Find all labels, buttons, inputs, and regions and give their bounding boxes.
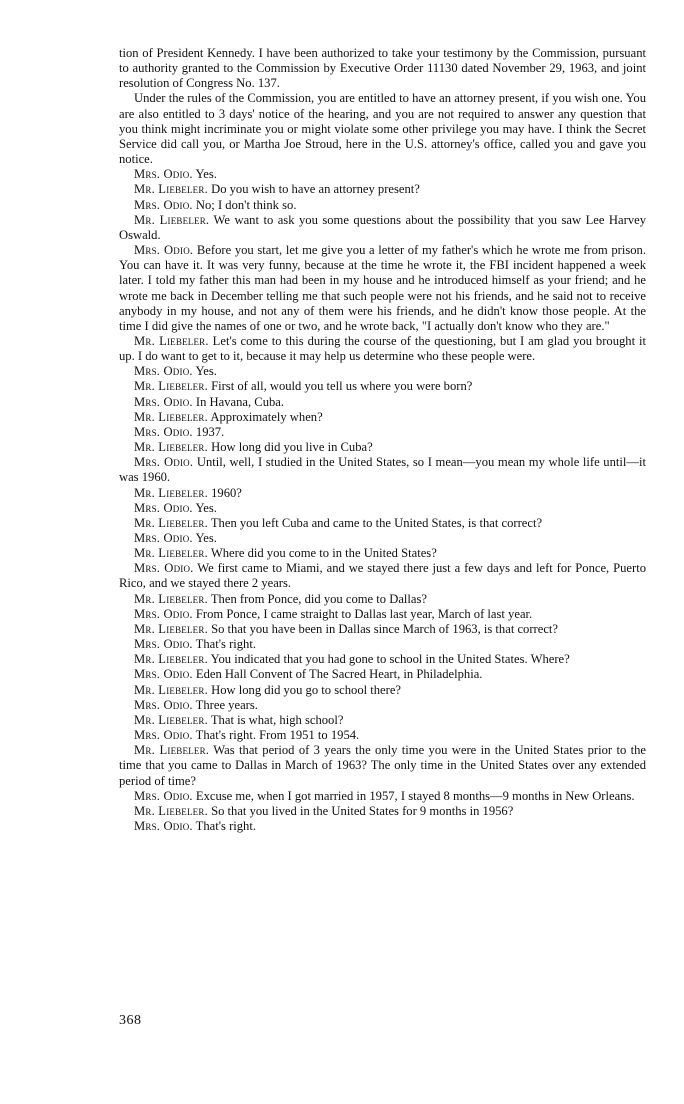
paragraph bbox=[119, 789, 646, 804]
speaker-name: Mrs. Odio. bbox=[134, 697, 193, 712]
paragraph-text: Three years. bbox=[195, 697, 258, 712]
paragraph bbox=[119, 667, 646, 682]
speaker-name: Mr. Liebeler. bbox=[134, 712, 208, 727]
paragraph bbox=[119, 455, 646, 485]
paragraph-text: Then you left Cuba and came to the United States, is that correct? bbox=[210, 515, 543, 530]
paragraph bbox=[119, 395, 646, 410]
paragraph-text: Where did you come to in the United States? bbox=[210, 546, 437, 561]
paragraph-text: From Ponce, I came straight to Dallas last year, March of last year. bbox=[195, 606, 533, 621]
paragraph bbox=[119, 652, 646, 667]
paragraph bbox=[119, 592, 646, 607]
paragraph-text: Until, well, I studied in the United States, so I mean—you mean my whole life until—it was 1960. bbox=[119, 455, 646, 485]
paragraph bbox=[119, 819, 646, 834]
paragraph-text: Then from Ponce, did you come to Dallas? bbox=[210, 591, 427, 606]
paragraph bbox=[119, 91, 646, 167]
paragraph-text: 1937. bbox=[195, 424, 225, 439]
paragraph-text: That is what, high school? bbox=[210, 712, 344, 727]
paragraph bbox=[119, 546, 646, 561]
testimony-text bbox=[119, 46, 646, 834]
paragraph-text: You indicated that you had gone to school in the United States. Where? bbox=[210, 652, 570, 667]
speaker-name: Mrs. Odio. bbox=[134, 167, 193, 182]
paragraph bbox=[119, 243, 646, 334]
paragraph-text: That's right. From 1951 to 1954. bbox=[195, 728, 360, 743]
paragraph-text: 1960? bbox=[211, 485, 242, 500]
paragraph-text: Approximately when? bbox=[210, 409, 323, 424]
paragraph bbox=[119, 46, 646, 91]
paragraph bbox=[119, 637, 646, 652]
paragraph-text: No; I don't think so. bbox=[195, 197, 297, 212]
page-number: 368 bbox=[119, 1013, 142, 1028]
paragraph bbox=[119, 213, 646, 243]
paragraph-text: Yes. bbox=[195, 531, 217, 545]
speaker-name: Mrs. Odio. bbox=[134, 667, 193, 682]
speaker-name: Mr. Liebeler. bbox=[134, 621, 208, 636]
speaker-name: Mr. Liebeler. bbox=[134, 485, 208, 500]
speaker-name: Mr. Liebeler. bbox=[134, 409, 208, 424]
paragraph-text: Was that period of 3 years the only time you were in the United States prior to the time that you came to Dallas in March of 1963? The only time in the United States over any extended period of time? bbox=[119, 743, 647, 788]
speaker-name: Mr. Liebeler. bbox=[134, 546, 208, 561]
paragraph bbox=[119, 531, 646, 546]
speaker-name: Mrs. Odio. bbox=[134, 243, 194, 258]
paragraph-text: Under the rules of the Commission, you are entitled to have an attorney present, if you wish one. You are also entitled to 3 days' notice of the hearing, and you are not required to answer any question that you think might incriminate you or might violate some other privilege you may have. I think the Secret Service did call you, or Martha Joe Stroud, here in the U.S. attorney's office, called you and gave you notice. bbox=[119, 91, 646, 167]
paragraph-text: That's right. bbox=[195, 818, 257, 833]
paragraph-text: We first came to Miami, and we stayed there just a few days and left for Ponce, Puerto Rico, and we stayed there 2 years. bbox=[119, 561, 646, 591]
speaker-name: Mrs. Odio. bbox=[134, 728, 193, 743]
paragraph-text: So that you lived in the United States for 9 months in 1956? bbox=[211, 803, 514, 818]
speaker-name: Mrs. Odio. bbox=[134, 394, 193, 409]
paragraph-text: That's right. bbox=[195, 637, 257, 652]
speaker-name: Mrs. Odio. bbox=[134, 455, 194, 470]
paragraph bbox=[119, 182, 646, 197]
speaker-name: Mrs. Odio. bbox=[134, 606, 193, 621]
speaker-name: Mr. Liebeler. bbox=[134, 212, 210, 227]
paragraph bbox=[119, 440, 646, 455]
paragraph bbox=[119, 743, 646, 788]
speaker-name: Mr. Liebeler. bbox=[134, 182, 208, 197]
speaker-name: Mr. Liebeler. bbox=[134, 440, 208, 455]
paragraph-text: How long did you go to school there? bbox=[211, 682, 402, 697]
paragraph bbox=[119, 379, 646, 394]
paragraph bbox=[119, 683, 646, 698]
paragraph bbox=[119, 728, 646, 743]
paragraph bbox=[119, 501, 646, 516]
speaker-name: Mr. Liebeler. bbox=[134, 515, 208, 530]
paragraph-text: Let's come to this during the course of the questioning, but I am glad you brought it up. I do want to get to it, because it may help us determine who these people were. bbox=[119, 333, 647, 364]
paragraph-text: Do you wish to have an attorney present? bbox=[211, 182, 420, 197]
speaker-name: Mr. Liebeler. bbox=[134, 743, 210, 758]
speaker-name: Mr. Liebeler. bbox=[134, 379, 208, 394]
speaker-name: Mrs. Odio. bbox=[134, 637, 193, 652]
speaker-name: Mr. Liebeler. bbox=[134, 591, 208, 606]
paragraph-text: We want to ask you some questions about the possibility that you saw Lee Harvey Oswald. bbox=[119, 212, 646, 242]
speaker-name: Mrs. Odio. bbox=[134, 561, 194, 576]
paragraph bbox=[119, 167, 646, 182]
speaker-name: Mrs. Odio. bbox=[134, 364, 193, 379]
speaker-name: Mrs. Odio. bbox=[134, 500, 193, 515]
paragraph bbox=[119, 486, 646, 501]
paragraph bbox=[119, 622, 646, 637]
paragraph bbox=[119, 804, 646, 819]
paragraph bbox=[119, 698, 646, 713]
speaker-name: Mr. Liebeler. bbox=[134, 333, 209, 348]
paragraph-text: First of all, would you tell us where you were born? bbox=[211, 379, 473, 394]
speaker-name: Mrs. Odio. bbox=[134, 424, 193, 439]
speaker-name: Mrs. Odio. bbox=[134, 197, 193, 212]
paragraph-text: Yes. bbox=[195, 500, 217, 515]
paragraph bbox=[119, 334, 646, 364]
speaker-name: Mr. Liebeler. bbox=[134, 803, 208, 818]
speaker-name: Mr. Liebeler. bbox=[134, 682, 208, 697]
paragraph bbox=[119, 607, 646, 622]
paragraph bbox=[119, 364, 646, 379]
paragraph bbox=[119, 425, 646, 440]
paragraph-text: Yes. bbox=[195, 167, 217, 182]
paragraph-text: Yes. bbox=[195, 364, 217, 379]
speaker-name: Mrs. Odio. bbox=[134, 531, 193, 545]
paragraph-text: Excuse me, when I got married in 1957, I stayed 8 months—9 months in New Orleans. bbox=[195, 788, 635, 803]
paragraph bbox=[119, 561, 646, 591]
paragraph-text: So that you have been in Dallas since March of 1963, is that correct? bbox=[211, 621, 559, 636]
speaker-name: Mrs. Odio. bbox=[134, 818, 193, 833]
paragraph bbox=[119, 410, 646, 425]
paragraph-text: tion of President Kennedy. I have been authorized to take your testimony by the Commission, pursuant to authority granted to the Commission by Executive Order 11130 dated November 29, 1963, and joint resolution of Congress No. 137. bbox=[119, 46, 646, 91]
speaker-name: Mr. Liebeler. bbox=[134, 652, 208, 667]
paragraph-text: Before you start, let me give you a letter of my father's which he wrote me from prison. You can have it. It was very funny, because at the time he wrote it, the FBI incident happened a week later. I told my father this man had been in my house and he introduced himself as your friend; and he wrote me back in December telling me that such people were not his friends, and he said not to receive anybody in my house, and not any of them were his friends, and he didn't know those people. At the time I did give the names of one or two, and he wrote back, "I actually don't know who they are." bbox=[119, 243, 646, 333]
speaker-name: Mrs. Odio. bbox=[134, 788, 193, 803]
paragraph bbox=[119, 198, 646, 213]
paragraph bbox=[119, 713, 646, 728]
paragraph-text: How long did you live in Cuba? bbox=[211, 440, 373, 455]
paragraph bbox=[119, 516, 646, 531]
paragraph-text: In Havana, Cuba. bbox=[195, 394, 285, 409]
paragraph-text: Eden Hall Convent of The Sacred Heart, in Philadelphia. bbox=[195, 667, 483, 682]
